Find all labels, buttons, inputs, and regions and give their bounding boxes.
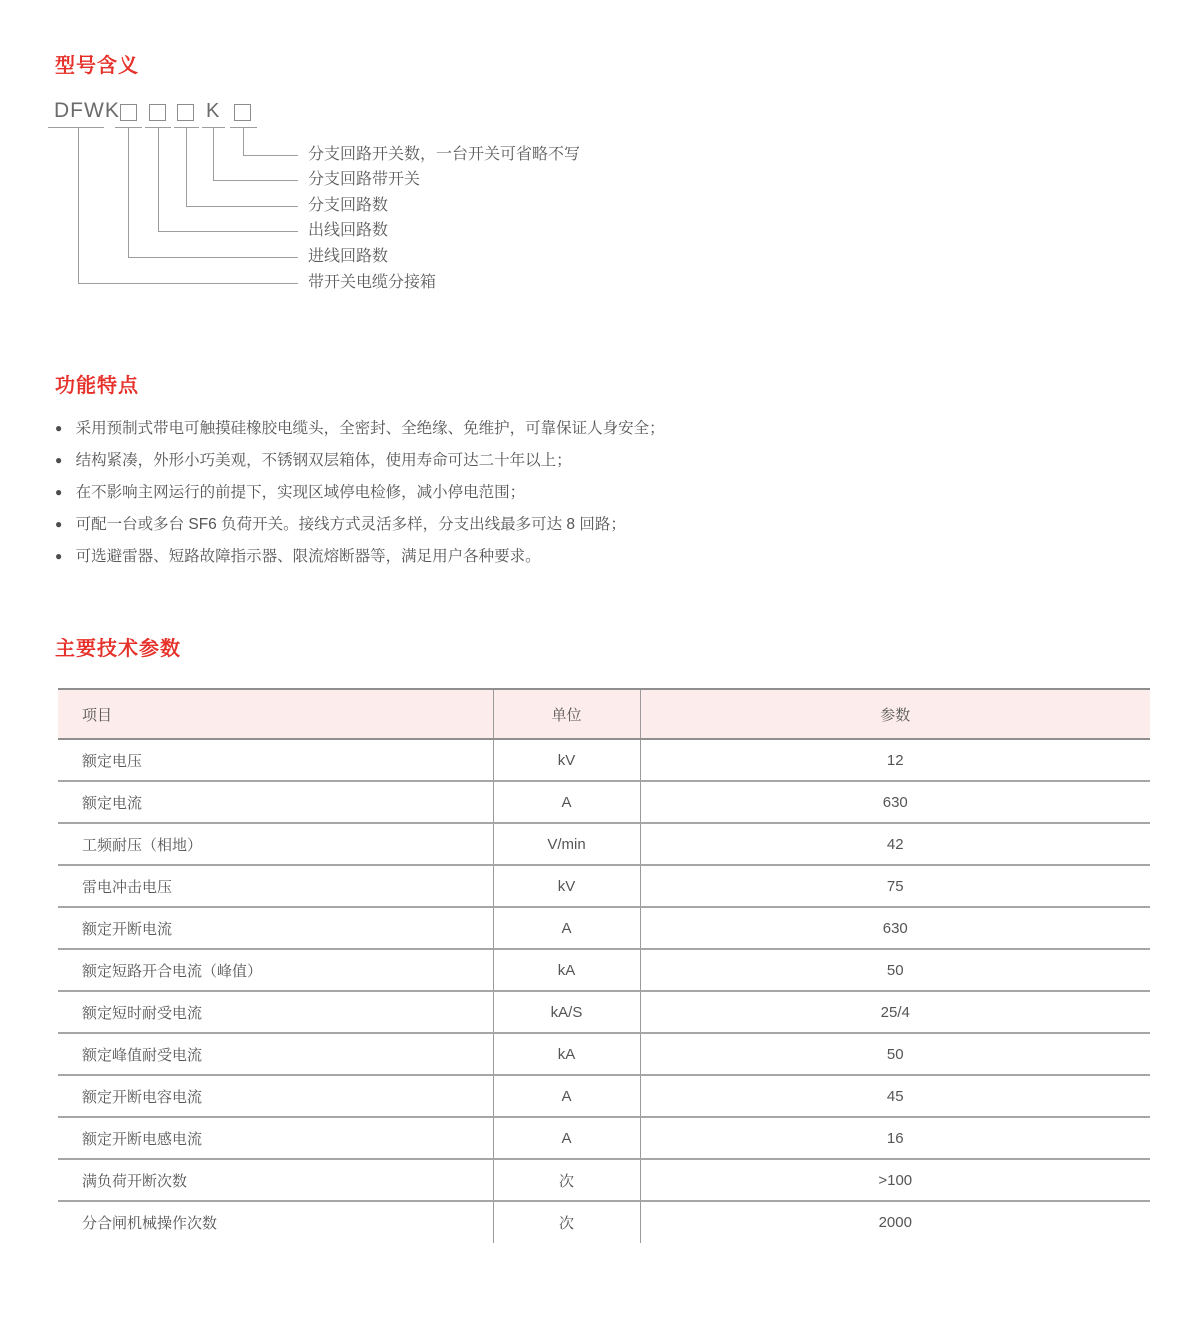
table-row — [58, 1117, 1150, 1159]
param-unit: A — [493, 1117, 640, 1159]
feature-text: 在不影响主网运行的前提下，实现区域停电检修，减小停电范围； — [75, 484, 526, 501]
param-unit: kA/S — [493, 991, 640, 1033]
param-name: 雷电冲击电压 — [58, 865, 493, 907]
table-row — [58, 1075, 1150, 1117]
connector-hline — [78, 283, 298, 284]
feature-item — [55, 541, 665, 573]
connector-hline — [186, 206, 298, 207]
table-header-row — [58, 689, 1150, 739]
feature-text: 结构紧凑，外形小巧美观，不锈钢双层箱体，使用寿命可达二十年以上； — [75, 452, 572, 469]
model-prefix-text: DFWK — [54, 99, 120, 122]
param-value: 45 — [640, 1075, 1150, 1117]
param-unit: kV — [493, 739, 640, 781]
table-row — [58, 739, 1150, 781]
param-name: 额定短时耐受电流 — [58, 991, 493, 1033]
col-header-value: 参数 — [640, 689, 1150, 739]
connector-vline — [186, 127, 187, 206]
param-value: 75 — [640, 865, 1150, 907]
param-name: 工频耐压（相地） — [58, 823, 493, 865]
diagram-label: 进线回路数 — [308, 248, 389, 265]
col-header-unit: 单位 — [493, 689, 640, 739]
connector-hline — [243, 155, 298, 156]
param-value: 42 — [640, 823, 1150, 865]
table-row — [58, 991, 1150, 1033]
model-placeholder-box — [234, 104, 251, 121]
technical-params-table — [58, 688, 1150, 1243]
table-row — [58, 1201, 1150, 1243]
underline — [48, 127, 104, 128]
connector-hline — [213, 180, 298, 181]
param-unit: 次 — [493, 1159, 640, 1201]
param-unit: A — [493, 781, 640, 823]
feature-item — [55, 477, 665, 509]
connector-vline — [78, 127, 79, 283]
model-placeholder-box — [149, 104, 166, 121]
table-row — [58, 949, 1150, 991]
connector-vline — [158, 127, 159, 231]
param-value: 2000 — [640, 1201, 1150, 1243]
bullet-icon: ● — [55, 421, 63, 435]
diagram-label: 带开关电缆分接箱 — [308, 274, 437, 291]
diagram-label: 分支回路带开关 — [308, 171, 421, 188]
table-row — [58, 865, 1150, 907]
connector-vline — [243, 127, 244, 155]
param-value: 630 — [640, 781, 1150, 823]
param-name: 额定峰值耐受电流 — [58, 1033, 493, 1075]
param-value: 50 — [640, 949, 1150, 991]
param-value: 25/4 — [640, 991, 1150, 1033]
param-value: 16 — [640, 1117, 1150, 1159]
param-unit: 次 — [493, 1201, 640, 1243]
feature-text: 可配一台或多台 SF6 负荷开关。接线方式灵活多样，分支出线最多可达 8 回路； — [75, 516, 626, 533]
bullet-icon: ● — [55, 485, 63, 499]
param-value: 50 — [640, 1033, 1150, 1075]
param-unit: V/min — [493, 823, 640, 865]
feature-item — [55, 413, 665, 445]
table-row — [58, 781, 1150, 823]
param-unit: kA — [493, 1033, 640, 1075]
col-header-item: 项目 — [58, 689, 493, 739]
connector-hline — [128, 257, 298, 258]
connector-hline — [158, 231, 298, 232]
param-name: 额定电压 — [58, 739, 493, 781]
model-k-letter: K — [206, 100, 220, 122]
diagram-label: 分支回路开关数，一台开关可省略不写 — [308, 146, 581, 163]
bullet-icon: ● — [55, 549, 63, 563]
table-row — [58, 823, 1150, 865]
model-placeholder-box — [120, 104, 137, 121]
connector-vline — [128, 127, 129, 257]
features-list — [55, 413, 665, 573]
feature-text: 可选避雷器、短路故障指示器、限流熔断器等，满足用户各种要求。 — [75, 548, 541, 565]
param-value: 12 — [640, 739, 1150, 781]
param-name: 额定开断电感电流 — [58, 1117, 493, 1159]
table-row — [58, 907, 1150, 949]
bullet-icon: ● — [55, 517, 63, 531]
param-name: 额定开断电容电流 — [58, 1075, 493, 1117]
connector-vline — [213, 127, 214, 180]
param-name: 额定开断电流 — [58, 907, 493, 949]
feature-item — [55, 509, 665, 541]
feature-text: 采用预制式带电可触摸硅橡胶电缆头，全密封、全绝缘、免维护，可靠保证人身安全； — [75, 420, 665, 437]
table-row — [58, 1159, 1150, 1201]
param-name: 额定电流 — [58, 781, 493, 823]
param-unit: A — [493, 907, 640, 949]
param-name: 额定短路开合电流（峰值） — [58, 949, 493, 991]
diagram-label: 出线回路数 — [308, 222, 389, 239]
table-row — [58, 1033, 1150, 1075]
technical-params-title: 主要技术参数 — [55, 638, 181, 660]
model-placeholder-box — [177, 104, 194, 121]
param-unit: A — [493, 1075, 640, 1117]
bullet-icon: ● — [55, 453, 63, 467]
feature-item — [55, 445, 665, 477]
features-title: 功能特点 — [55, 375, 139, 397]
param-value: >100 — [640, 1159, 1150, 1201]
param-name: 满负荷开断次数 — [58, 1159, 493, 1201]
param-value: 630 — [640, 907, 1150, 949]
diagram-label: 分支回路数 — [308, 197, 389, 214]
model-meaning-title: 型号含义 — [55, 55, 139, 77]
param-name: 分合闸机械操作次数 — [58, 1201, 493, 1243]
param-unit: kV — [493, 865, 640, 907]
param-unit: kA — [493, 949, 640, 991]
